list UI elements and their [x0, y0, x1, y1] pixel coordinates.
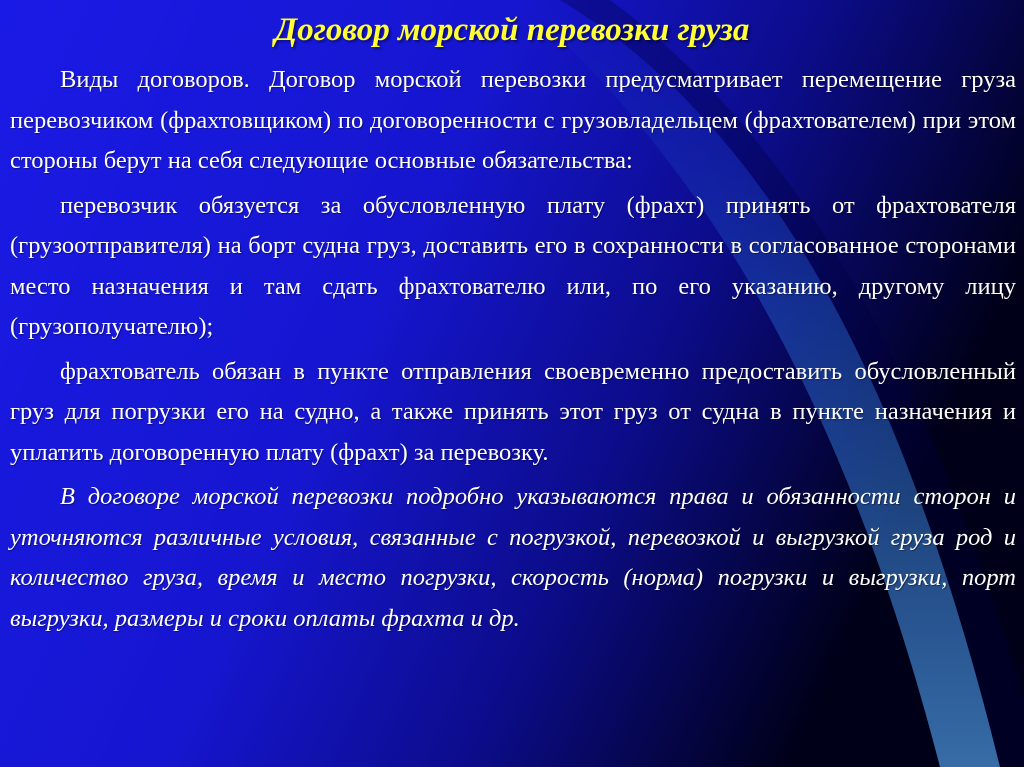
- paragraph-charterer-obligations: фрахтователь обязан в пункте отправления своевременно предоставить обусловленный груз для погрузки его на судно, а также принять этот груз от судна в пункте назначения и уплатить договоренную плату (фрахт) за перевозку.: [10, 357, 1016, 466]
- paragraph-contract-terms: В договоре морской перевозки подробно указываются права и обязанности сторон и уточняются различные условия, связанные с погрузкой, перевозкой и выгрузкой груза род и количество груза, время и место погрузки, скорость (норма) погрузки и выгрузки, порт выгрузки, размеры и сроки оплаты фрахта и др.: [10, 483, 1016, 632]
- slide-title: Договор морской перевозки груза: [274, 12, 750, 48]
- slide-body: [10, 60, 1016, 643]
- paragraph-contract-types: Виды договоров. Договор морской перевозки предусматривает перемещение груза перевозчиком (фрахтовщиком) по договоренности с грузовладельцем (фрахтователем) при этом стороны берут на себя следующие основные обязательства:: [10, 66, 1016, 174]
- paragraph-carrier-obligations: перевозчик обязуется за обусловленную плату (фрахт) принять от фрахтователя (грузоотправителя) на борт судна груз, доставить его в сохранности в согласованное сторонами место назначения и там сдать фрахтователю или, по его указанию, другому лицу (грузополучателю);: [10, 191, 1016, 340]
